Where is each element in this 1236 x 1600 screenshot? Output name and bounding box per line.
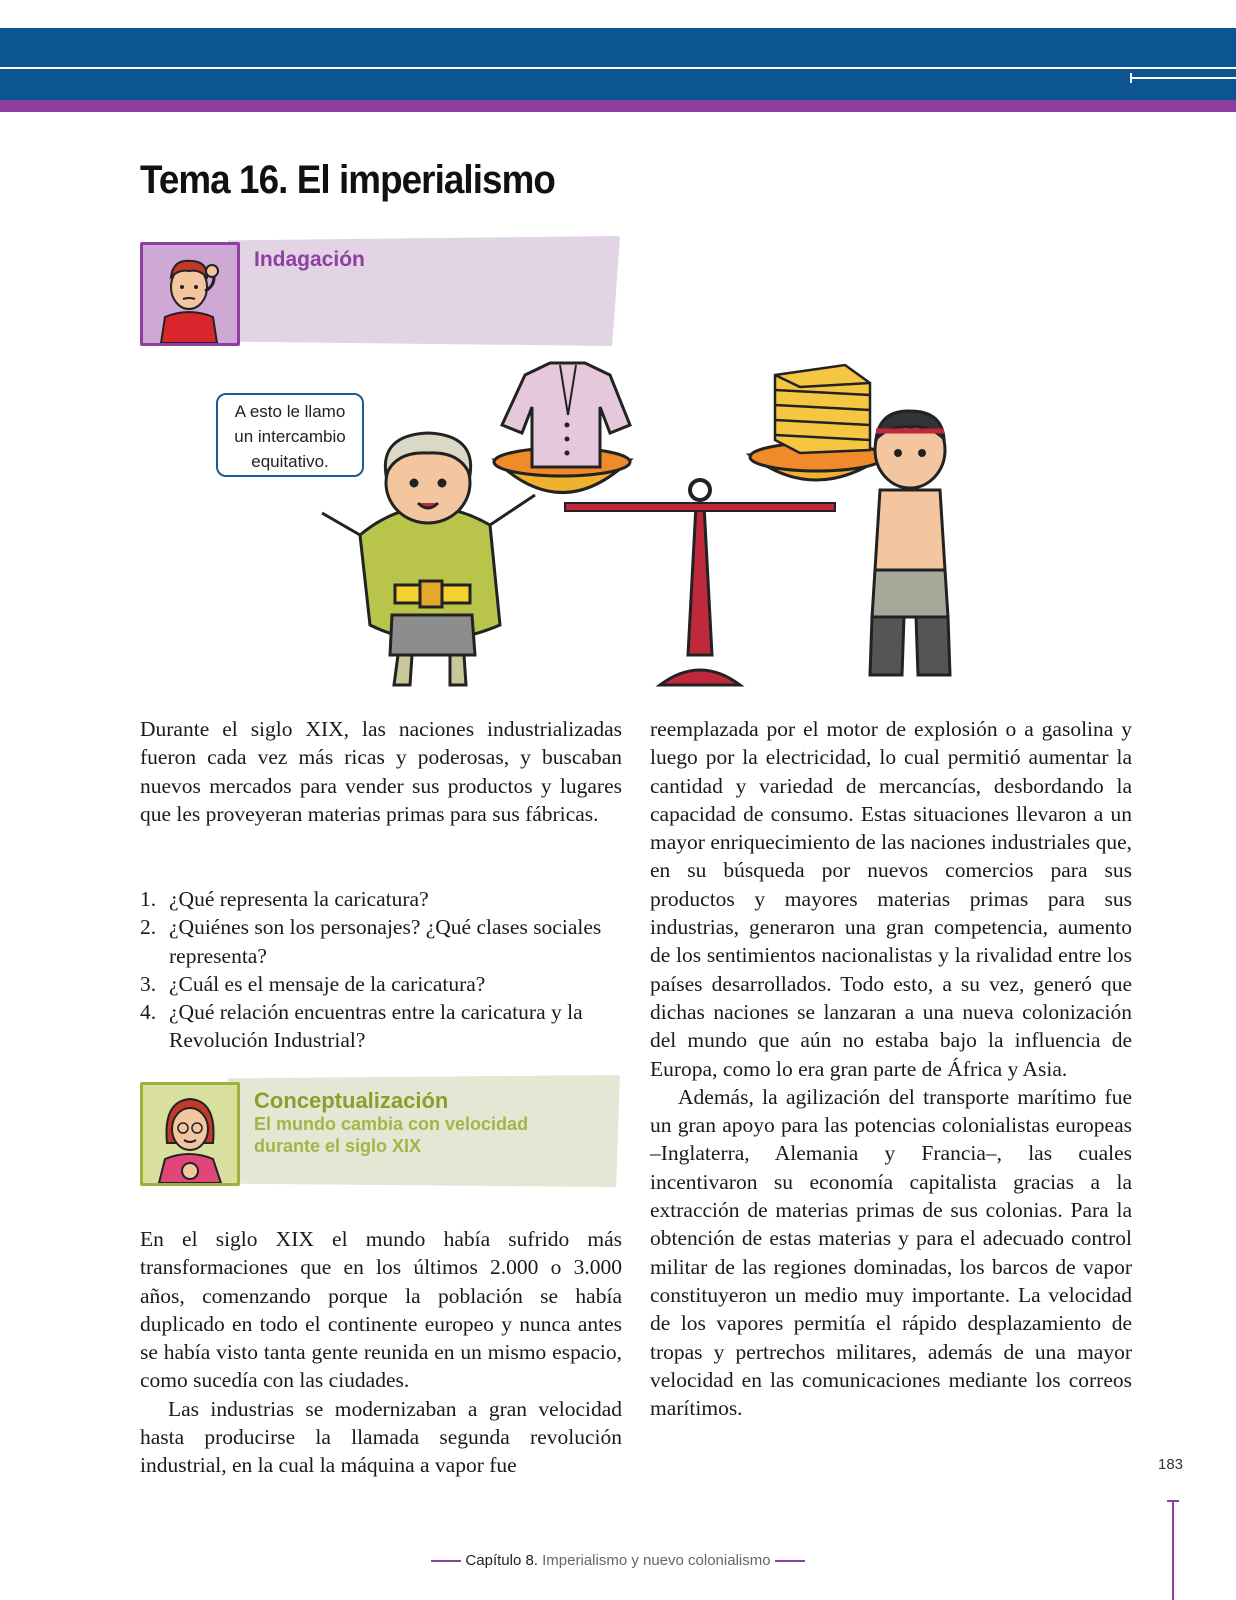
header-band xyxy=(0,28,1236,100)
question-list xyxy=(140,885,622,1055)
thinking-boy-avatar xyxy=(140,242,240,346)
conceptualizacion-subheading: El mundo cambia con velocidad durante el siglo XIX xyxy=(254,1114,529,1156)
footer-chapter: Capítulo 8. xyxy=(465,1552,538,1569)
left-column-body xyxy=(140,1225,622,1480)
colonist-figure-icon xyxy=(322,433,535,685)
question-number: 2. xyxy=(140,915,157,940)
question-number: 4. xyxy=(140,1000,157,1025)
margin-rule xyxy=(1172,1500,1174,1600)
bubble-line-2: un intercambio xyxy=(234,427,346,446)
native-figure-icon xyxy=(870,411,950,675)
question-text: ¿Qué relación encuentras entre la caricatura y la Revolución Industrial? xyxy=(169,1000,583,1053)
left-paragraph-1: En el siglo XIX el mundo había sufrido más transformaciones que en los últimos 2.000 o 3.000 años, comenzando porque la población se había duplicado en todo el continente europeo y nunca antes se había visto tanta gente reunida en un mismo espacio, como sucedía con las ciudades. xyxy=(140,1227,622,1393)
conceptualizacion-heading: Conceptualización xyxy=(254,1088,449,1113)
page-number: 183 xyxy=(1158,1456,1184,1473)
gold-stack-icon xyxy=(775,365,870,453)
question-item xyxy=(140,885,622,913)
page-title: Tema 16. El imperialismo xyxy=(140,158,555,202)
footer-title: Imperialismo y nuevo colonialismo xyxy=(542,1552,771,1569)
intro-text: Durante el siglo XIX, las naciones industrializadas fueron cada vez más ricas y poderosas, y buscaban nuevos mercados para vender sus productos y lugares que les proveyeran materias primas para sus fábricas. xyxy=(140,717,622,826)
left-paragraph-2: Las industrias se modernizaban a gran velocidad hasta producirse la llamada segunda revolución industrial, en la cual la máquina a vapor fue xyxy=(140,1396,622,1478)
question-text: ¿Qué representa la caricatura? xyxy=(169,887,429,911)
right-paragraph-2: Además, la agilización del transporte marítimo fue un gran apoyo para las potencias colonialistas europeas –Inglaterra, Alemania y Francia–, las cuales incentivaron su economía capitalista gracias a la extracción de materias primas de sus colonias. Para la obtención de estas materias y para el adecuado control militar de las regiones dominadas, los barcos de vapor constituyeron un medio muy importante. La velocidad de los vapores permitía el rápido desplazamiento de tropas y pertrechos militares, además de una mayor velocidad en las comunicaciones mediante los correos marítimos. xyxy=(650,1084,1132,1421)
question-item xyxy=(140,970,622,998)
question-number: 3. xyxy=(140,971,157,996)
right-column-body xyxy=(650,715,1132,1422)
imperialism-caricature xyxy=(300,355,980,695)
question-item xyxy=(140,913,622,970)
footer-dash-left xyxy=(431,1560,461,1562)
page-footer xyxy=(0,1552,1236,1569)
footer-dash-right xyxy=(775,1560,805,1562)
right-paragraph-1: reemplazada por el motor de explosión o a gasolina y luego por la electricidad, lo cual permitió aumentar la cantidad y variedad de mercancías, desbordando la capacidad de consumo. Estas situaciones llevaron a un mayor enriquecimiento de las naciones industriales que, en su búsqueda por nuevos comercios para sus productos y mayores materias primas para sus industrias, generaron una gran competencia, aumento de los sentimientos nacionalistas y la rivalidad entre los países desarrollados. Todo esto, a su vez, generó que dichas naciones se lanzaran a una nueva colonización del mundo que aún no estaba bajo la influencia de Europa, como lo era gran parte de África y Asia. xyxy=(650,717,1132,1081)
header-tick-mark xyxy=(1130,77,1236,79)
header-accent-stripe xyxy=(0,100,1236,112)
question-item xyxy=(140,998,622,1055)
bubble-line-3: equitativo. xyxy=(251,452,329,471)
teacher-girl-avatar xyxy=(140,1082,240,1186)
header-rule xyxy=(0,67,1236,69)
indagacion-heading: Indagación xyxy=(254,248,365,271)
intro-paragraph xyxy=(140,715,622,828)
question-number: 1. xyxy=(140,887,157,911)
balance-scale-icon xyxy=(494,443,885,685)
question-text: ¿Cuál es el mensaje de la caricatura? xyxy=(169,971,486,996)
bubble-line-1: A esto le llamo xyxy=(234,402,346,421)
question-text: ¿Quiénes son los personajes? ¿Qué clases sociales representa? xyxy=(169,915,602,968)
